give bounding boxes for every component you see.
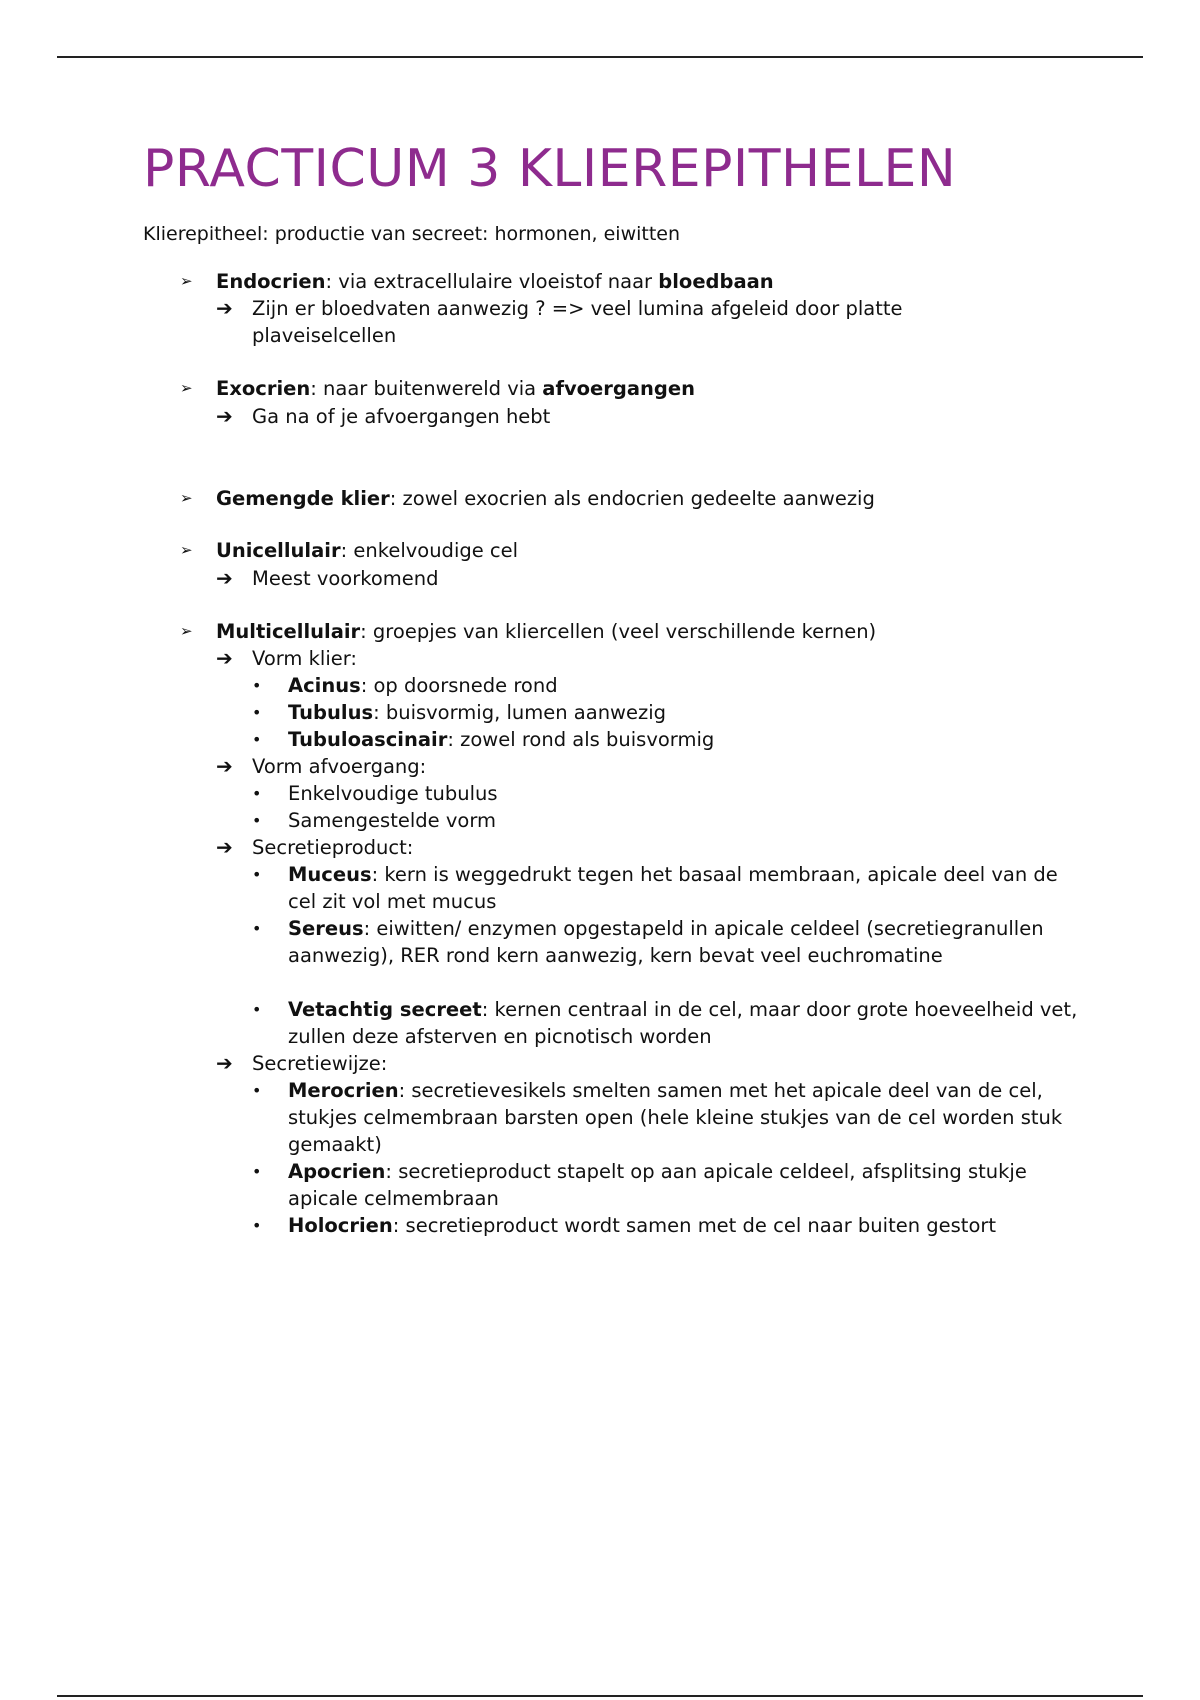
term: Multicellulair — [216, 620, 361, 643]
arrow-item-secretieproduct — [216, 834, 952, 861]
term: afvoergangen — [542, 377, 695, 400]
term: Gemengde klier — [216, 487, 390, 510]
arrow-item — [216, 295, 952, 349]
arrow-text: Vorm afvoergang: — [252, 755, 427, 778]
dot-bullet-icon: • — [252, 1162, 262, 1181]
description: : groepjes van kliercellen (veel verschillende kernen) — [360, 620, 877, 643]
intro-text: Klierepitheel: productie van secreet: hormonen, eiwitten — [143, 223, 681, 245]
bullet-item — [252, 915, 1078, 969]
term: Merocrien — [288, 1079, 399, 1102]
top-rule — [57, 56, 1143, 58]
term: Vetachtig secreet — [288, 998, 482, 1021]
description: : op doorsnede rond — [360, 674, 558, 697]
arrow-item — [216, 403, 952, 430]
bullet-item — [252, 996, 1078, 1050]
term: Sereus — [288, 917, 364, 940]
term: Unicellulair — [216, 539, 341, 562]
right-arrow-icon: ➔ — [216, 646, 233, 670]
bullet-item — [252, 1077, 1078, 1158]
arrowhead-bullet-icon: ➢ — [180, 541, 193, 559]
term: Muceus — [288, 863, 372, 886]
list-item-exocrien — [180, 375, 695, 402]
description: Samengestelde vorm — [288, 809, 496, 832]
arrow-text: Secretiewijze: — [252, 1052, 388, 1075]
arrow-item-vorm-afvoergang — [216, 753, 952, 780]
list-item-gemengde-klier — [180, 485, 875, 512]
bottom-rule — [57, 1695, 1143, 1697]
description: : kernen centraal in de cel, maar door grote hoeveelheid vet, zullen deze afsterven en picnotisch worden — [288, 998, 1078, 1048]
dot-bullet-icon: • — [252, 919, 262, 938]
description: Enkelvoudige tubulus — [288, 782, 498, 805]
dot-bullet-icon: • — [252, 865, 262, 884]
description: : secretievesikels smelten samen met het apicale deel van de cel, stukjes celmembraan barsten open (hele kleine stukjes van de cel worden stuk gemaakt) — [288, 1079, 1063, 1156]
right-arrow-icon: ➔ — [216, 754, 233, 778]
dot-bullet-icon: • — [252, 1216, 262, 1235]
description: : kern is weggedrukt tegen het basaal membraan, apicale deel van de cel zit vol met mucus — [288, 863, 1058, 913]
term: bloedbaan — [658, 270, 774, 293]
arrowhead-bullet-icon: ➢ — [180, 379, 193, 397]
description: : secretieproduct stapelt op aan apicale celdeel, afsplitsing stukje apicale celmembraan — [288, 1160, 1027, 1210]
list-item-multicellulair — [180, 618, 877, 645]
page-title: PRACTICUM 3 KLIEREPITHELEN — [143, 139, 957, 199]
dot-bullet-icon: • — [252, 703, 262, 722]
bullet-item — [252, 861, 1078, 915]
arrow-text: Meest voorkomend — [252, 567, 439, 590]
arrowhead-bullet-icon: ➢ — [180, 622, 193, 640]
right-arrow-icon: ➔ — [216, 404, 233, 428]
arrow-item-secretiewijze — [216, 1050, 952, 1077]
right-arrow-icon: ➔ — [216, 835, 233, 859]
arrow-text: Ga na of je afvoergangen hebt — [252, 405, 551, 428]
term: Apocrien — [288, 1160, 386, 1183]
bullet-item — [252, 699, 1078, 726]
description: : zowel rond als buisvormig — [447, 728, 715, 751]
right-arrow-icon: ➔ — [216, 1051, 233, 1075]
description: : enkelvoudige cel — [340, 539, 519, 562]
term: Acinus — [288, 674, 361, 697]
dot-bullet-icon: • — [252, 1081, 262, 1100]
arrow-item — [216, 565, 952, 592]
list-item-endocrien — [180, 268, 774, 295]
arrow-item-vorm-klier — [216, 645, 952, 672]
description: : naar buitenwereld via — [310, 377, 543, 400]
bullet-item — [252, 672, 1078, 699]
right-arrow-icon: ➔ — [216, 566, 233, 590]
term: Holocrien — [288, 1214, 393, 1237]
term: Tubulus — [288, 701, 374, 724]
bullet-item — [252, 807, 1078, 834]
bullet-item — [252, 1158, 1078, 1212]
dot-bullet-icon: • — [252, 784, 262, 803]
dot-bullet-icon: • — [252, 676, 262, 695]
term: Tubuloascinair — [288, 728, 448, 751]
arrow-text: Secretieproduct: — [252, 836, 414, 859]
description: : eiwitten/ enzymen opgestapeld in apicale celdeel (secretiegranullen aanwezig), RER rond kern aanwezig, kern bevat veel euchromatine — [288, 917, 1044, 967]
right-arrow-icon: ➔ — [216, 296, 233, 320]
bullet-item — [252, 726, 1078, 753]
arrowhead-bullet-icon: ➢ — [180, 489, 193, 507]
dot-bullet-icon: • — [252, 1000, 262, 1019]
description: : secretieproduct wordt samen met de cel naar buiten gestort — [392, 1214, 997, 1237]
list-item-unicellulair — [180, 537, 519, 564]
arrow-text: Zijn er bloedvaten aanwezig ? => veel lumina afgeleid door platte plaveiselcellen — [252, 297, 903, 347]
term: Exocrien — [216, 377, 311, 400]
description: : zowel exocrien als endocrien gedeelte aanwezig — [389, 487, 875, 510]
dot-bullet-icon: • — [252, 811, 262, 830]
description: : buisvormig, lumen aanwezig — [373, 701, 667, 724]
description: : via extracellulaire vloeistof naar — [325, 270, 659, 293]
bullet-item — [252, 780, 1078, 807]
bullet-item — [252, 1212, 1078, 1239]
arrowhead-bullet-icon: ➢ — [180, 272, 193, 290]
term: Endocrien — [216, 270, 326, 293]
arrow-text: Vorm klier: — [252, 647, 357, 670]
dot-bullet-icon: • — [252, 730, 262, 749]
